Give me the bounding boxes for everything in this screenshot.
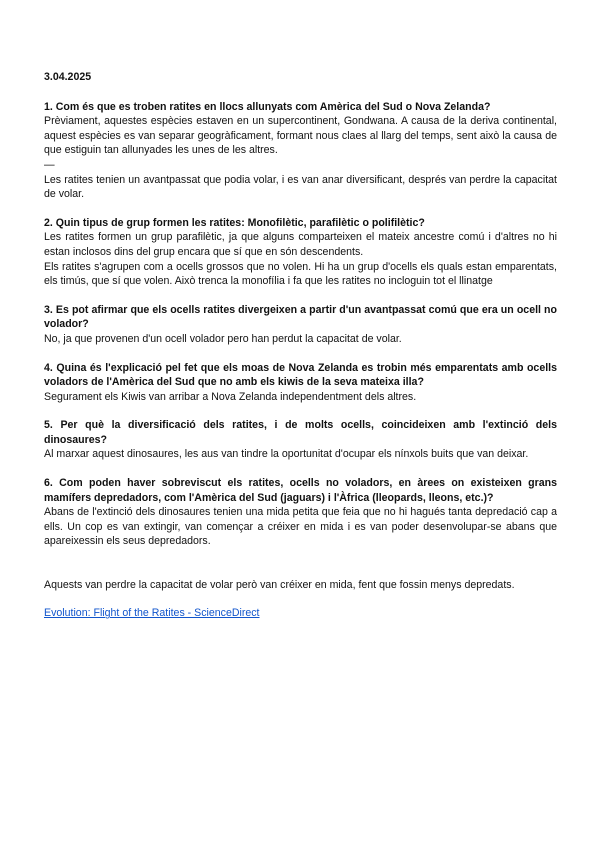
section-5 (44, 418, 557, 462)
question-3: 3. Es pot afirmar que els ocells ratites divergeixen a partir d'un avantpassat comú que era un ocell no volador? (44, 303, 557, 331)
document-date: 3.04.2025 (44, 71, 92, 83)
reference-line (44, 606, 557, 621)
answer-2-paragraph-1: Les ratites formen un grup parafilètic, ja que alguns comparteixen el mateix ancestre comú i d'altres no hi estan inclosos dins del grup encara que sí que en són descendents. (44, 231, 557, 258)
section-1 (44, 100, 557, 202)
section-4 (44, 361, 557, 405)
closing-paragraph: Aquests van perdre la capacitat de volar però van créixer en mida, fent que fossin menys depredats. (44, 578, 515, 591)
section-2 (44, 216, 557, 289)
sciencedirect-link[interactable]: Evolution: Flight of the Ratites - ScienceDirect (44, 607, 260, 620)
answer-1-paragraph-1: Prèviament, aquestes espècies estaven en un supercontinent, Gondwana. A causa de la deriva continental, aquest espècies es van separar geogràficament, formant nous claes al llarg del temps, sent això la causa de que estiguin tan allunyades les unes de les altres. (44, 115, 557, 157)
spacer (44, 563, 557, 578)
answer-4-paragraph-1: Segurament els Kiwis van arribar a Nova Zelanda independentment dels altres. (44, 390, 417, 403)
question-6: 6. Com poden haver sobreviscut els ratites, ocells no voladors, en àrees on existeixen grans mamífers depredadors, com l'Amèrica del Sud (jaguars) i l'Àfrica (lleopards, lleons, etc.)? (44, 477, 557, 504)
answer-2-paragraph-2: Els ratites s'agrupen com a ocells grossos que no volen. Hi ha un grup d'ocells els quals estan emparentats, els timús, que sí que volen. Això trenca la monofília i fa que les ratites no incloguin tot el llinatge (44, 260, 557, 288)
answer-3-paragraph-1: No, ja que provenen d'un ocell volador pero han perdut la capacitat de volar. (44, 332, 402, 345)
section-3 (44, 303, 557, 347)
question-5: 5. Per què la diversificació dels ratites, i de molts ocells, coincideixen amb l'extinció dels dinosaures? (44, 419, 557, 446)
question-1: 1. Com és que es troben ratites en llocs allunyats com Amèrica del Sud o Nova Zelanda? (44, 100, 491, 113)
question-2: 2. Quin tipus de grup formen les ratites: Monofilètic, parafilètic o polifilètic? (44, 216, 425, 229)
answer-6-paragraph-1: Abans de l'extinció dels dinosaures tenien una mida petita que feia que no hi hagués tanta depredació cap a ells. Un cop es van extingir, van començar a créixer en mida i es van poder desenvolupar-se abans que apareixessin els seus depredadors. (44, 506, 557, 548)
section-6 (44, 476, 557, 549)
answer-1-paragraph-2: Les ratites tenien un avantpassat que podia volar, i es van anar diversificant, després van perdre la capacitat de volar. (44, 173, 557, 201)
document-page (44, 70, 557, 621)
answer-5-paragraph-1: Al marxar aquest dinosaures, les aus van tindre la oportunitat d'ocupar els nínxols buits que van deixar. (44, 448, 529, 461)
answer-1-separator: — (44, 158, 55, 171)
question-4: 4. Quina és l'explicació pel fet que els moas de Nova Zelanda es trobin més emparentats amb ocells voladors de l'Amèrica del Sud que no amb els kiwis de la seva mateixa illa? (44, 361, 557, 389)
closing-section (44, 578, 557, 593)
